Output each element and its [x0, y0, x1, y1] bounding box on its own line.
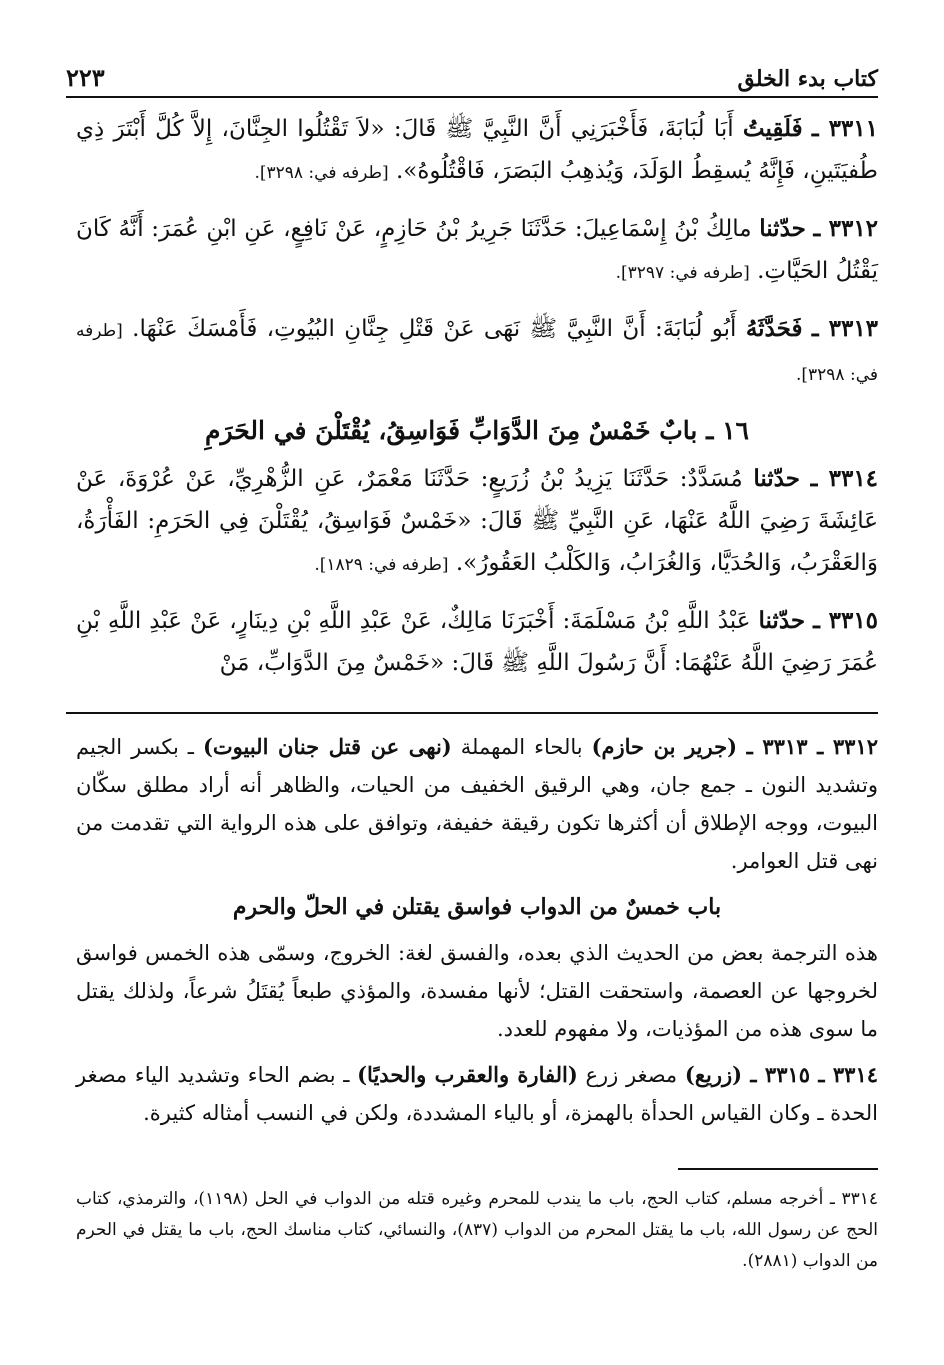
commentary-quote: (نهى عن قتل جنان البيوت) [202, 734, 452, 759]
hadith-number: ٣٣١٣ ـ [811, 315, 879, 342]
hadith-text [76, 108, 878, 698]
header-rule [66, 96, 878, 98]
hadith-number: ٣٣١٥ ـ [813, 607, 879, 634]
hadith-3312 [76, 208, 878, 294]
commentary-text [76, 728, 878, 1140]
footnote-rule [678, 1168, 878, 1170]
hadith-number: ٣٣١١ ـ [811, 115, 878, 142]
hadith-number: ٣٣١٢ ـ [813, 215, 879, 242]
commentary-paragraph [76, 1056, 878, 1132]
commentary-body: ـ بكسر الجيم وتشديد النون ـ جمع جان، وهي الرقيق الخفيف من الحيات، والظاهر أنه أراد مطلق سكّان البيوت، ووجه الإطلاق أن أكثرها تكون رقيقة خفيفة، وتوافق على هذه الرواية التي تقدمت من نهى قتل العوامر. [76, 735, 878, 873]
hadith-lead: فَلَقِيتُ [742, 115, 803, 142]
footnote: ٣٣١٤ ـ أخرجه مسلم، كتاب الحج، باب ما يندب للمحرم وغيره قتله من الدواب في الحل (١١٩٨)، والترمذي، كتاب الحج عن رسول الله، باب ما يقتل المحرم من الدواب (٨٣٧)، والنسائي، كتاب مناسك الحج، باب ما يقتل في الحرم من الدواب (٢٨٨١). [76, 1189, 878, 1271]
running-title: كتاب بدء الخلق [737, 66, 878, 92]
commentary-gloss: بالحاء المهملة [460, 735, 583, 759]
hadith-lead: حدّثنا [753, 465, 800, 492]
commentary-paragraph [76, 728, 878, 880]
commentary-body: ـ بضم الحاء وتشديد الياء مصغر الحدة ـ وكان القياس الحدأة بالهمزة، أو بالياء المشددة، ولكن في النسب أمثاله كثيرة. [76, 1063, 878, 1125]
hadith-number: ٣٣١٤ ـ [810, 465, 879, 492]
hadith-body: مُسَدَّدٌ: حَدَّثَنَا يَزِيدُ بْنُ زُرَيعٍ: حَدَّثَنَا مَعْمَرٌ، عَنِ الزُّهْرِيِّ، عَنْ عُرْوَةَ، عَنْ عَائِشَةَ رَضِيَ اللَّهُ عَنْهَا، عَنِ النَّبِيِّ ﷺ قَالَ: «خَمْسٌ فَوَاسِقُ، يُقْتَلْنَ فِي الحَرَمِ: الفَأْرَةُ، وَالعَقْرَبُ، وَالحُدَيَّا، وَالغُرَابُ، وَالكَلْبُ العَقُورُ». [76, 466, 878, 576]
commentary-ref: ٣٣١٢ ـ ٣٣١٣ ـ (جرير بن حازم) [591, 734, 879, 759]
hadith-lead: فَحَدَّثَهُ [745, 315, 803, 342]
page-header [66, 58, 878, 92]
hadith-cross-ref: [طرفه في: ١٨٢٩]. [314, 555, 449, 575]
hadith-cross-ref: [طرفه في: ٣٢٩٨]. [254, 163, 389, 183]
hadith-body: أَبَا لُبَابَةَ، فَأَخْبَرَنِي أَنَّ النَّبِيَّ ﷺ قَالَ: «لاَ تَقْتُلُوا الجِنَّانَ، إِلاَّ كُلَّ أَبْتَرَ ذِي طُفيَتَينِ، فَإِنَّهُ يُسقِطُ الوَلَدَ، وَيُذهِبُ البَصَرَ، فَاقْتُلُوهُ». [76, 116, 878, 184]
hadith-3315 [76, 600, 878, 684]
page-number: ٢٢٣ [66, 63, 105, 92]
hadith-lead: حدّثنا [759, 215, 806, 242]
hadith-cross-ref: [طرفه في: ٣٢٩٧]. [615, 263, 750, 283]
commentary-rule [66, 712, 878, 714]
hadith-body: عَبْدُ اللَّهِ بْنُ مَسْلَمَةَ: أَخْبَرَنَا مَالِكٌ، عَنْ عَبْدِ اللَّهِ بْنِ دِينَارٍ، عَنْ عَبْدِ اللَّهِ بْنِ عُمَرَ رَضِيَ اللَّهُ عَنْهُمَا: أَنَّ رَسُولَ اللَّهِ ﷺ قَالَ: «خَمْسٌ مِنَ الدَّوَابِّ، مَنْ [76, 608, 878, 676]
hadith-cross-ref: [طرفه في: ٣٢٩٨]. [76, 321, 878, 385]
hadith-body: مالِكُ بْنُ إِسْمَاعِيلَ: حَدَّثَنَا جَرِيرُ بْنُ حَازِمٍ، عَنْ نَافِعٍ، عَنِ ابْنِ عُمَرَ: أَنَّهُ كَانَ يَقْتُلُ الحَيَّاتِ. [76, 216, 878, 284]
chapter-heading: ١٦ ـ بابٌ خَمْسٌ مِنَ الدَّوَابِّ فَوَاسِقُ، يُقْتَلْنَ في الحَرَمِ [205, 416, 749, 445]
hadith-3314 [76, 458, 878, 586]
commentary-heading: باب خمسٌ من الدواب فواسق يقتلن في الحلّ والحرم [232, 894, 722, 920]
hadith-body: أَبُو لُبَابَةَ: أَنَّ النَّبِيَّ ﷺ نَهَى عَنْ قَتْلِ جِنَّانِ البُيُوتِ، فَأَمْسَكَ عَنْهَا. [132, 316, 737, 342]
hadith-3313 [76, 308, 878, 396]
commentary-gloss: مصغر زرع [585, 1063, 678, 1087]
hadith-3311 [76, 108, 878, 194]
commentary-quote: (الفارة والعقرب والحديًا) [357, 1062, 578, 1087]
commentary-ref: ٣٣١٤ ـ ٣٣١٥ ـ (زريع) [684, 1062, 879, 1087]
commentary-paragraph: هذه الترجمة بعض من الحديث الذي بعده، والفسق لغة: الخروج، وسمّى هذه الخمس فواسق لخروجها عن العصمة، واستحقت القتل؛ لأنها مفسدة، والمؤذي طبعاً يُقتَلُ شرعاً، ولذلك يقتل ما سوى هذه من المؤذيات، ولا مفهوم للعدد. [76, 941, 878, 1041]
hadith-lead: حدّثنا [758, 607, 806, 634]
